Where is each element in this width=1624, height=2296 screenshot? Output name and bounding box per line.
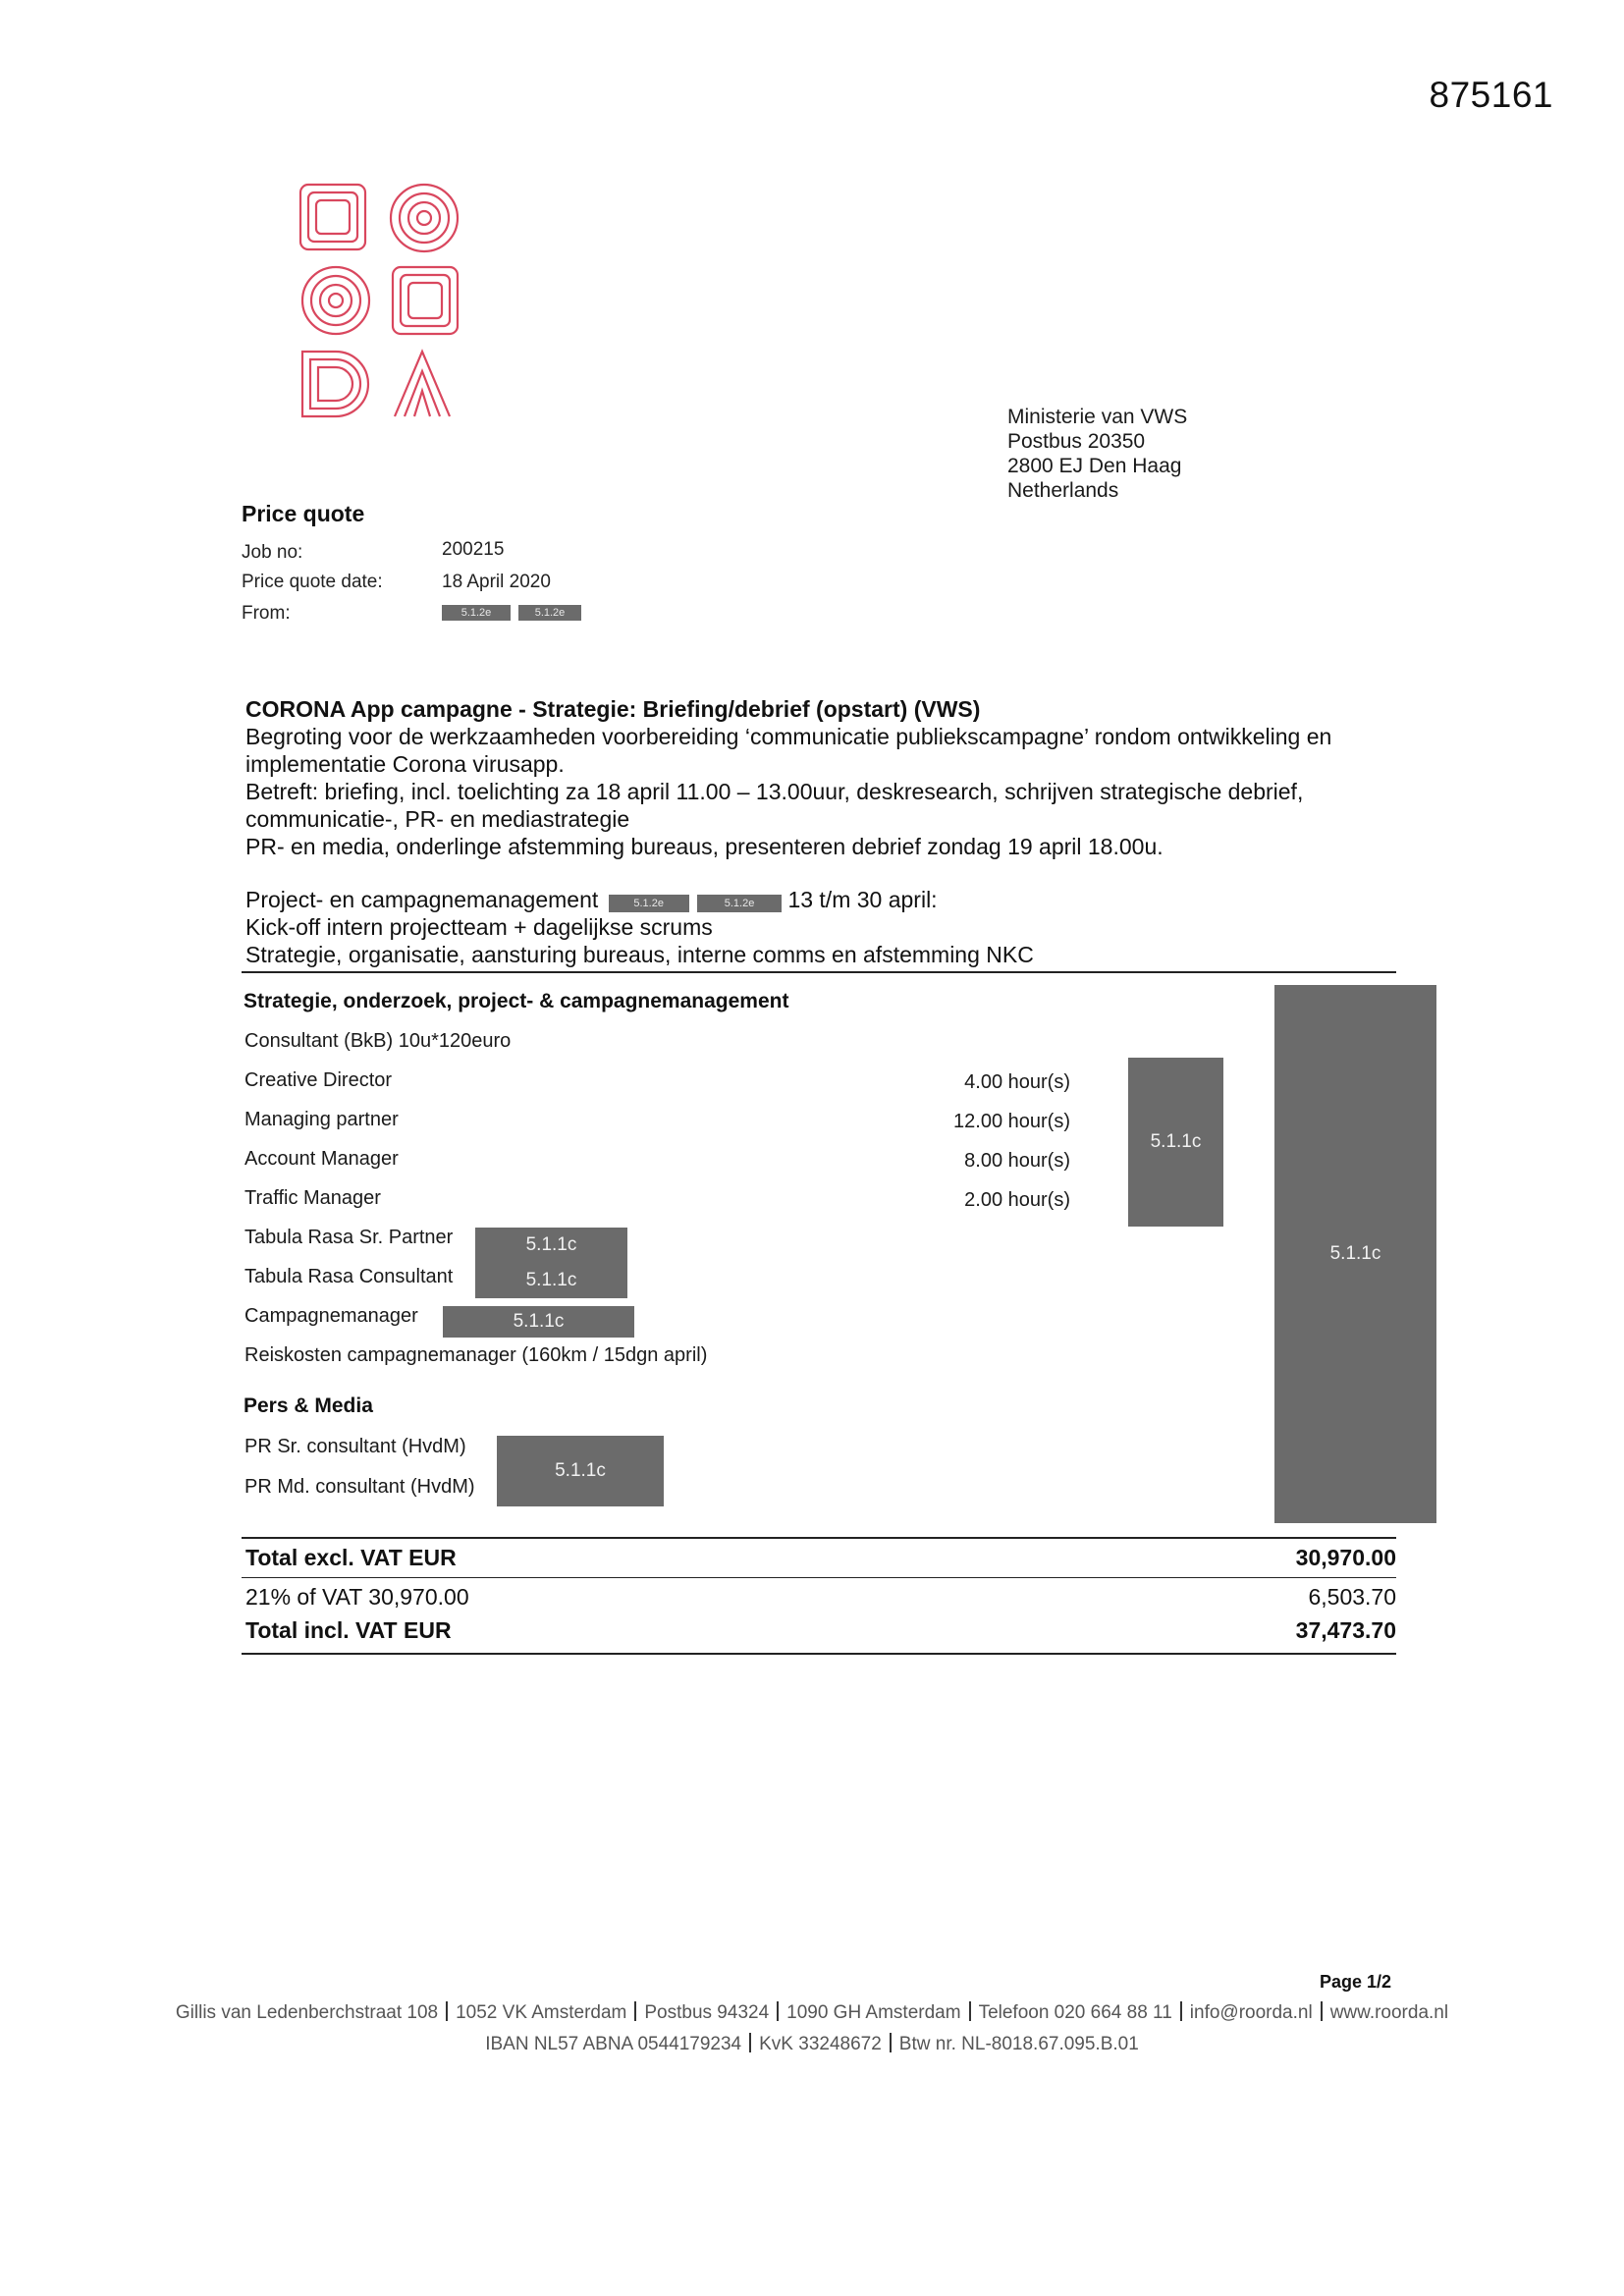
line-item: Traffic Manager (244, 1187, 381, 1209)
section-heading-strategy: Strategie, onderzoek, project- & campagnemanagement (244, 990, 789, 1012)
total-incl-vat-label: Total incl. VAT EUR (245, 1617, 452, 1643)
footer-bank-details (0, 2033, 1624, 2055)
separator (1321, 2001, 1323, 2021)
total-excl-vat-value: 30,970.00 (1295, 1545, 1396, 1570)
line-item: Consultant (BkB) 10u*120euro (244, 1030, 512, 1052)
line-item: Tabula Rasa Consultant (244, 1266, 454, 1287)
redaction-box: 5.1.2e (442, 605, 511, 621)
footer-email: info@roorda.nl (1189, 2002, 1313, 2023)
redaction-box: 5.1.2e (609, 895, 689, 912)
line-item-hours: 4.00 hour(s) (964, 1071, 1070, 1093)
separator (634, 2001, 636, 2021)
redaction-box: 5.1.1c (443, 1306, 634, 1338)
divider (242, 1653, 1396, 1655)
address-line: Ministerie van VWS (1007, 406, 1188, 428)
footer-item: Postbus 94324 (644, 2002, 770, 2023)
line-item-hours: 12.00 hour(s) (953, 1111, 1070, 1132)
project-management-block (245, 886, 1404, 968)
total-excl-vat-label: Total excl. VAT EUR (245, 1545, 457, 1570)
separator (890, 2033, 892, 2052)
redaction-box: 5.1.1c (497, 1436, 664, 1506)
divider (242, 1537, 1396, 1539)
redaction-box-amounts: 5.1.1c (1274, 985, 1436, 1523)
price-quote-title: Price quote (242, 501, 365, 526)
address-line: 2800 EJ Den Haag (1007, 455, 1182, 477)
description-line: PR- en media, onderlinge afstemming bureaus, presenteren debrief zondag 19 april 18.00u. (245, 834, 1164, 859)
line-item: PR Sr. consultant (HvdM) (244, 1436, 466, 1457)
description-title: CORONA App campagne - Strategie: Briefing/debrief (opstart) (VWS) (245, 696, 981, 722)
line-item: Campagnemanager (244, 1305, 418, 1327)
footer-item: Btw nr. NL-8018.67.095.B.01 (898, 2034, 1139, 2054)
footer-website: www.roorda.nl (1329, 2002, 1449, 2023)
redaction-box: 5.1.1c (475, 1228, 627, 1263)
line-item-hours: 2.00 hour(s) (964, 1189, 1070, 1211)
description-line: Betreft: briefing, incl. toelichting za 18 april 11.00 – 13.00uur, deskresearch, schrijven strategische debrief, (245, 779, 1304, 804)
footer-item: Gillis van Ledenberchstraat 108 (175, 2002, 439, 2023)
separator (969, 2001, 971, 2021)
description-block (245, 695, 1404, 860)
vat-label: 21% of VAT 30,970.00 (245, 1584, 469, 1610)
address-line: Postbus 20350 (1007, 430, 1146, 453)
line-item: Creative Director (244, 1069, 393, 1091)
section-heading-pers-media: Pers & Media (244, 1394, 373, 1417)
line-item: Reiskosten campagnemanager (160km / 15dgn april) (244, 1344, 708, 1366)
description-line: Begroting voor de werkzaamheden voorbereiding ‘communicatie publiekscampagne’ rondom ontwikkeling en (245, 724, 1332, 749)
from-label: From: (242, 603, 291, 624)
description-line: communicatie-, PR- en mediastrategie (245, 806, 630, 832)
separator (749, 2033, 751, 2052)
footer-item: IBAN NL57 ABNA 0544179234 (485, 2034, 742, 2054)
job-no-value: 200215 (442, 539, 505, 560)
page-number: Page 1/2 (1320, 1972, 1392, 1992)
redaction-box: 5.1.1c (475, 1263, 627, 1298)
recipient-address (1007, 405, 1187, 503)
footer-item: Telefoon 020 664 88 11 (978, 2002, 1172, 2023)
line-item-hours: 8.00 hour(s) (964, 1150, 1070, 1172)
quote-date-value: 18 April 2020 (442, 572, 551, 592)
address-line: Netherlands (1007, 479, 1119, 502)
separator (1180, 2001, 1182, 2021)
footer-item: KvK 33248672 (759, 2034, 882, 2054)
description-line: implementatie Corona virusapp. (245, 751, 565, 777)
vat-value: 6,503.70 (1308, 1584, 1396, 1610)
job-no-label: Job no: (242, 542, 303, 563)
redaction-box-rates: 5.1.1c (1128, 1058, 1223, 1227)
roorda-logo-icon (297, 181, 463, 422)
line-item: Tabula Rasa Sr. Partner (244, 1227, 454, 1248)
footer-item: 1090 GH Amsterdam (786, 2002, 961, 2023)
redaction-box: 5.1.2e (697, 895, 782, 912)
line-item: Account Manager (244, 1148, 399, 1170)
divider (242, 1577, 1396, 1578)
pm-line (245, 886, 1404, 913)
line-item: PR Md. consultant (HvdM) (244, 1476, 475, 1498)
document-number: 875161 (1429, 75, 1553, 115)
pm-prefix: Project- en campagnemanagement (245, 887, 599, 912)
pm-detail-line: Strategie, organisatie, aansturing bureaus, interne comms en afstemming NKC (245, 942, 1034, 967)
redaction-box: 5.1.2e (518, 605, 581, 621)
footer-item: 1052 VK Amsterdam (456, 2002, 627, 2023)
separator (446, 2001, 448, 2021)
quote-date-label: Price quote date: (242, 572, 383, 592)
total-incl-vat-value: 37,473.70 (1295, 1617, 1396, 1643)
footer-address (0, 2001, 1624, 2024)
separator (777, 2001, 779, 2021)
pm-suffix: 13 t/m 30 april: (787, 887, 938, 912)
pm-detail-line: Kick-off intern projectteam + dagelijkse scrums (245, 914, 713, 940)
line-item: Managing partner (244, 1109, 399, 1130)
divider (242, 971, 1396, 973)
